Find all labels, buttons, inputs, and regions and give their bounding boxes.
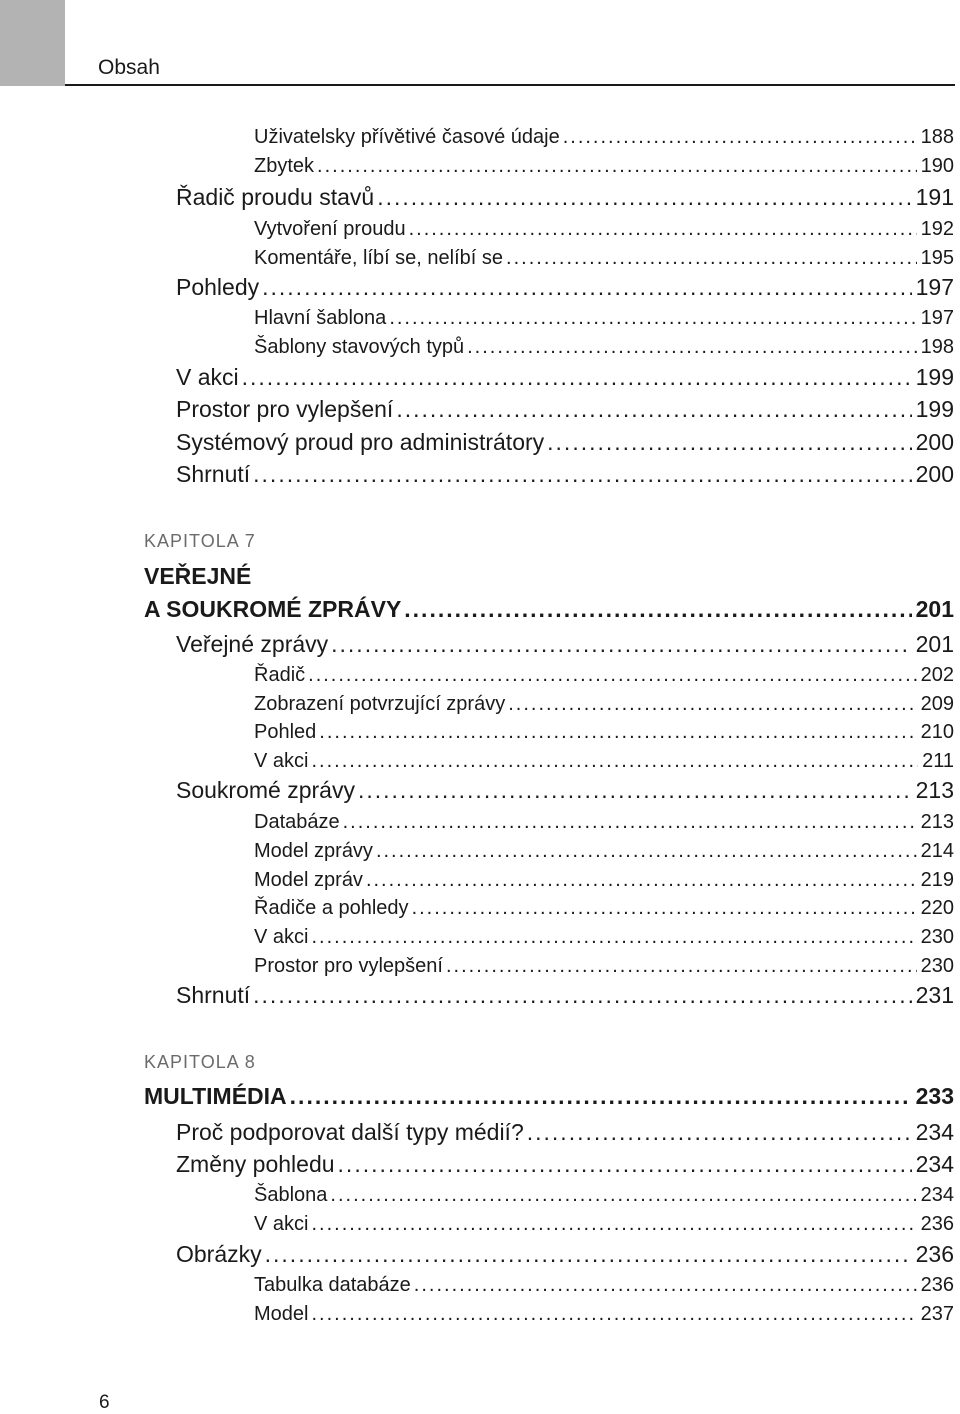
- toc-entry[interactable]: [176, 396, 954, 423]
- toc-entry-page: 236: [920, 1274, 954, 1296]
- toc-dot-leader: [508, 693, 916, 716]
- toc-entry-title: Šablona: [254, 1184, 328, 1206]
- toc-entry-title: Veřejné zprávy: [176, 631, 329, 657]
- toc-entry-title: Shrnutí: [176, 461, 251, 487]
- toc-dot-leader: [253, 461, 911, 488]
- toc-entry-page: 219: [920, 869, 954, 891]
- toc-entry-page: 201: [915, 596, 954, 622]
- toc-entry[interactable]: [176, 1119, 954, 1146]
- toc-dot-leader: [467, 336, 917, 359]
- toc-entry-title: Model: [254, 1303, 309, 1325]
- toc-entry[interactable]: [254, 897, 954, 920]
- toc-entry[interactable]: [254, 664, 954, 687]
- toc-entry-title: V akci: [254, 750, 309, 772]
- toc-dot-leader: [446, 955, 917, 978]
- toc-entry-title: Systémový proud pro administrátory: [176, 429, 545, 455]
- toc-dot-leader: [331, 631, 911, 658]
- toc-dot-leader: [265, 1241, 912, 1268]
- chapter-title: VEŘEJNÉ: [144, 563, 252, 589]
- toc-entry[interactable]: [254, 811, 954, 834]
- toc-dot-leader: [547, 429, 911, 456]
- toc-entry[interactable]: [254, 1274, 954, 1297]
- toc-entry[interactable]: [176, 364, 954, 391]
- toc-entry[interactable]: [254, 955, 954, 978]
- toc-entry-page: 192: [920, 218, 954, 240]
- toc-entry-page: 230: [920, 926, 954, 948]
- toc-entry[interactable]: [254, 869, 954, 892]
- toc-entry-page: 201: [915, 631, 954, 657]
- toc-chapter-entry[interactable]: [144, 1083, 954, 1110]
- toc-entry[interactable]: [254, 307, 954, 330]
- toc-entry[interactable]: [254, 1303, 954, 1326]
- toc-entry-page: 233: [915, 1083, 954, 1109]
- toc-entry-page: 191: [915, 184, 954, 210]
- toc-entry-title: Změny pohledu: [176, 1151, 335, 1177]
- toc-entry-title: Zobrazení potvrzující zprávy: [254, 693, 506, 715]
- toc-entry[interactable]: [176, 429, 954, 456]
- toc-entry[interactable]: [254, 336, 954, 359]
- toc-entry-page: 234: [920, 1184, 954, 1206]
- toc-entry-page: 188: [920, 126, 954, 148]
- toc-dot-leader: [330, 1184, 916, 1207]
- toc-entry-title: Soukromé zprávy: [176, 777, 355, 803]
- toc-dot-leader: [414, 1274, 917, 1297]
- toc-entry-title: Uživatelsky přívětivé časové údaje: [254, 126, 560, 148]
- toc-entry[interactable]: [254, 126, 954, 149]
- toc-dot-leader: [358, 777, 912, 804]
- toc-dot-leader: [404, 596, 911, 623]
- toc-entry-title: Proč podporovat další typy médií?: [176, 1119, 524, 1145]
- chapter-title: MULTIMÉDIA: [144, 1083, 287, 1109]
- toc-dot-leader: [396, 396, 911, 423]
- toc-dot-leader: [506, 247, 917, 270]
- toc-entry-page: 202: [920, 664, 954, 686]
- toc-entry-page: 234: [915, 1119, 954, 1145]
- toc-dot-leader: [308, 664, 916, 687]
- toc-entry-page: 199: [915, 396, 954, 422]
- toc-dot-leader: [317, 155, 917, 178]
- toc-entry-title: Shrnutí: [176, 982, 251, 1008]
- toc-entry-page: 198: [920, 336, 954, 358]
- toc-entry-title: Řadič: [254, 664, 306, 686]
- toc-entry-page: 230: [920, 955, 954, 977]
- toc-entry-title: Zbytek: [254, 155, 315, 177]
- toc-dot-leader: [409, 218, 917, 241]
- toc-entry-title: Model zprávy: [254, 840, 373, 862]
- toc-entry[interactable]: [176, 982, 954, 1009]
- toc-dot-leader: [389, 307, 916, 330]
- toc-entry[interactable]: [254, 721, 954, 744]
- toc-entry[interactable]: [176, 1151, 954, 1178]
- toc-entry-title: Vytvoření proudu: [254, 218, 406, 240]
- toc-entry-title: Prostor pro vylepšení: [254, 955, 443, 977]
- toc-entry-page: 210: [920, 721, 954, 743]
- toc-entry-title: Šablony stavových typů: [254, 336, 465, 358]
- toc-entry[interactable]: [254, 840, 954, 863]
- toc-entry-page: 220: [920, 897, 954, 919]
- toc-entry[interactable]: [254, 218, 954, 241]
- toc-dot-leader: [366, 869, 917, 892]
- toc-dot-leader: [563, 126, 917, 149]
- toc-dot-leader: [253, 982, 911, 1009]
- toc-entry-page: 234: [915, 1151, 954, 1177]
- toc-entry-page: 200: [915, 461, 954, 487]
- toc-dot-leader: [376, 840, 917, 863]
- chapter-label: KAPITOLA 8: [144, 1052, 256, 1072]
- page-number: 6: [99, 1392, 110, 1413]
- toc-dot-leader: [290, 1083, 912, 1110]
- toc-dot-leader: [262, 274, 912, 301]
- toc-dot-leader: [311, 750, 918, 773]
- toc-entry-page: 236: [915, 1241, 954, 1267]
- toc-entry-page: 195: [920, 247, 954, 269]
- toc-entry-page: 237: [920, 1303, 954, 1325]
- toc-entry-page: 209: [920, 693, 954, 715]
- toc-entry[interactable]: [176, 274, 954, 301]
- toc-entry-title: Pohled: [254, 721, 317, 743]
- toc-dot-leader: [377, 184, 911, 211]
- toc-dot-leader: [311, 1213, 916, 1236]
- toc-entry[interactable]: [254, 926, 954, 949]
- toc-dot-leader: [527, 1119, 912, 1146]
- toc-entry[interactable]: [254, 750, 954, 773]
- toc-entry-page: 190: [920, 155, 954, 177]
- toc-entry[interactable]: [254, 247, 954, 270]
- toc-entry-page: 214: [920, 840, 954, 862]
- toc-entry-title: Model zpráv: [254, 869, 363, 891]
- toc-entry-page: 200: [915, 429, 954, 455]
- toc-dot-leader: [338, 1151, 912, 1178]
- toc-entry[interactable]: [254, 693, 954, 716]
- toc-entry-title: V akci: [254, 926, 309, 948]
- toc-dot-leader: [343, 811, 917, 834]
- toc-entry-title: Řadiče a pohledy: [254, 897, 409, 919]
- toc-entry[interactable]: [254, 155, 954, 178]
- toc-entry-title: Řadič proudu stavů: [176, 184, 375, 210]
- toc-entry-title: Tabulka databáze: [254, 1274, 411, 1296]
- toc-entry-page: 213: [915, 777, 954, 803]
- toc-entry-page: 231: [915, 982, 954, 1008]
- toc-entry-title: V akci: [254, 1213, 309, 1235]
- chapter-title: A SOUKROMÉ ZPRÁVY: [144, 596, 402, 622]
- toc-entry[interactable]: [176, 1241, 954, 1268]
- toc-entry-page: 197: [920, 307, 954, 329]
- toc-entry-title: V akci: [176, 364, 239, 390]
- toc-entry-page: 236: [920, 1213, 954, 1235]
- toc-dot-leader: [319, 721, 916, 744]
- toc-entry-page: 213: [920, 811, 954, 833]
- toc-entry-page: 199: [915, 364, 954, 390]
- toc-chapter-entry[interactable]: [144, 596, 954, 623]
- chapter-label: KAPITOLA 7: [144, 531, 256, 551]
- toc-entry[interactable]: [254, 1213, 954, 1236]
- toc-entry[interactable]: [254, 1184, 954, 1207]
- toc-entry-page: 197: [915, 274, 954, 300]
- toc-entry-title: Pohledy: [176, 274, 260, 300]
- toc-entry-title: Hlavní šablona: [254, 307, 387, 329]
- toc-entry[interactable]: [176, 631, 954, 658]
- toc-entry[interactable]: [176, 184, 954, 211]
- toc-entry[interactable]: [176, 777, 954, 804]
- toc-entry-page: 211: [922, 750, 954, 772]
- toc-entry-title: Komentáře, líbí se, nelíbí se: [254, 247, 504, 269]
- toc-dot-leader: [242, 364, 912, 391]
- toc-entry-title: Prostor pro vylepšení: [176, 396, 394, 422]
- running-head: Obsah: [98, 56, 160, 79]
- toc-dot-leader: [412, 897, 917, 920]
- toc-dot-leader: [311, 1303, 916, 1326]
- toc-entry[interactable]: [176, 461, 954, 488]
- toc-entry-title: Databáze: [254, 811, 340, 833]
- toc-entry-title: Obrázky: [176, 1241, 262, 1267]
- toc-dot-leader: [311, 926, 916, 949]
